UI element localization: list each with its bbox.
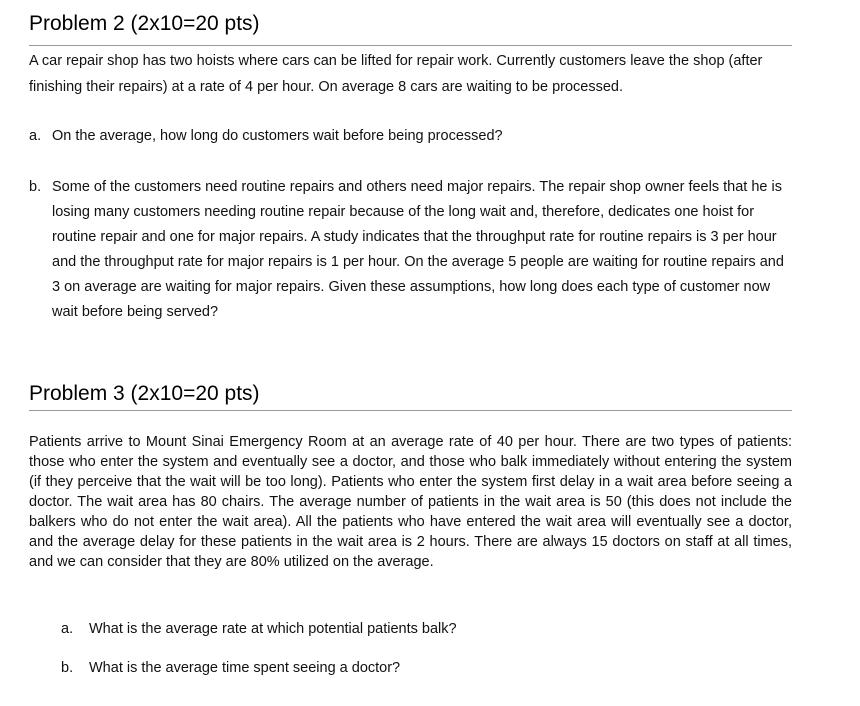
- question-marker: a.: [29, 128, 42, 144]
- question-marker: a.: [61, 621, 74, 637]
- question-text: What is the average rate at which potential patients balk?: [89, 621, 457, 637]
- problem-3-intro: Patients arrive to Mount Sinai Emergency Room at an average rate of 40 per hour. There are two types of patients: those who enter the system and eventually see a doctor, and those who balk immediately without entering the system (if they perceive that the wait will be too long). Patients who enter the system first delay in a wait area before seeing a doctor. The wait area has 80 chairs. The average number of patients in the wait area is 50 (this does not include the balkers who do not enter the wait area). All the patients who have entered the wait area will eventually see a doctor, and the average delay for these patients in the wait area is 2 hours. There are always 15 doctors on staff at all times, and we can consider that they are 80% utilized on the average.: [29, 434, 792, 570]
- problem-2-heading: Problem 2 (2x10=20 pts): [29, 12, 260, 35]
- question-marker: b.: [29, 179, 42, 195]
- problem-2-divider: [29, 45, 792, 46]
- problem-2-intro: A car repair shop has two hoists where cars can be lifted for repair work. Currently customers leave the shop (after finishing their repairs) at a rate of 4 per hour. On average 8 cars are waiting to be processed.: [29, 53, 763, 95]
- question-marker: b.: [61, 660, 74, 676]
- question-text: On the average, how long do customers wait before being processed?: [52, 128, 503, 144]
- problem-3-divider: [29, 410, 792, 411]
- question-text: What is the average time spent seeing a doctor?: [89, 660, 401, 676]
- question-text: Some of the customers need routine repairs and others need major repairs. The repair shop owner feels that he is losing many customers needing routine repair because of the long wait and, therefore, dedicates one hoist for routine repair and one for major repairs. A study indicates that the throughput rate for routine repairs is 3 per hour and the throughput rate for major repairs is 1 per hour. On the average 5 people are waiting for routine repairs and 3 on average are waiting for major repairs. Given these assumptions, how long does each type of customer now wait before being served?: [52, 179, 784, 320]
- problem-3-heading: Problem 3 (2x10=20 pts): [29, 382, 260, 405]
